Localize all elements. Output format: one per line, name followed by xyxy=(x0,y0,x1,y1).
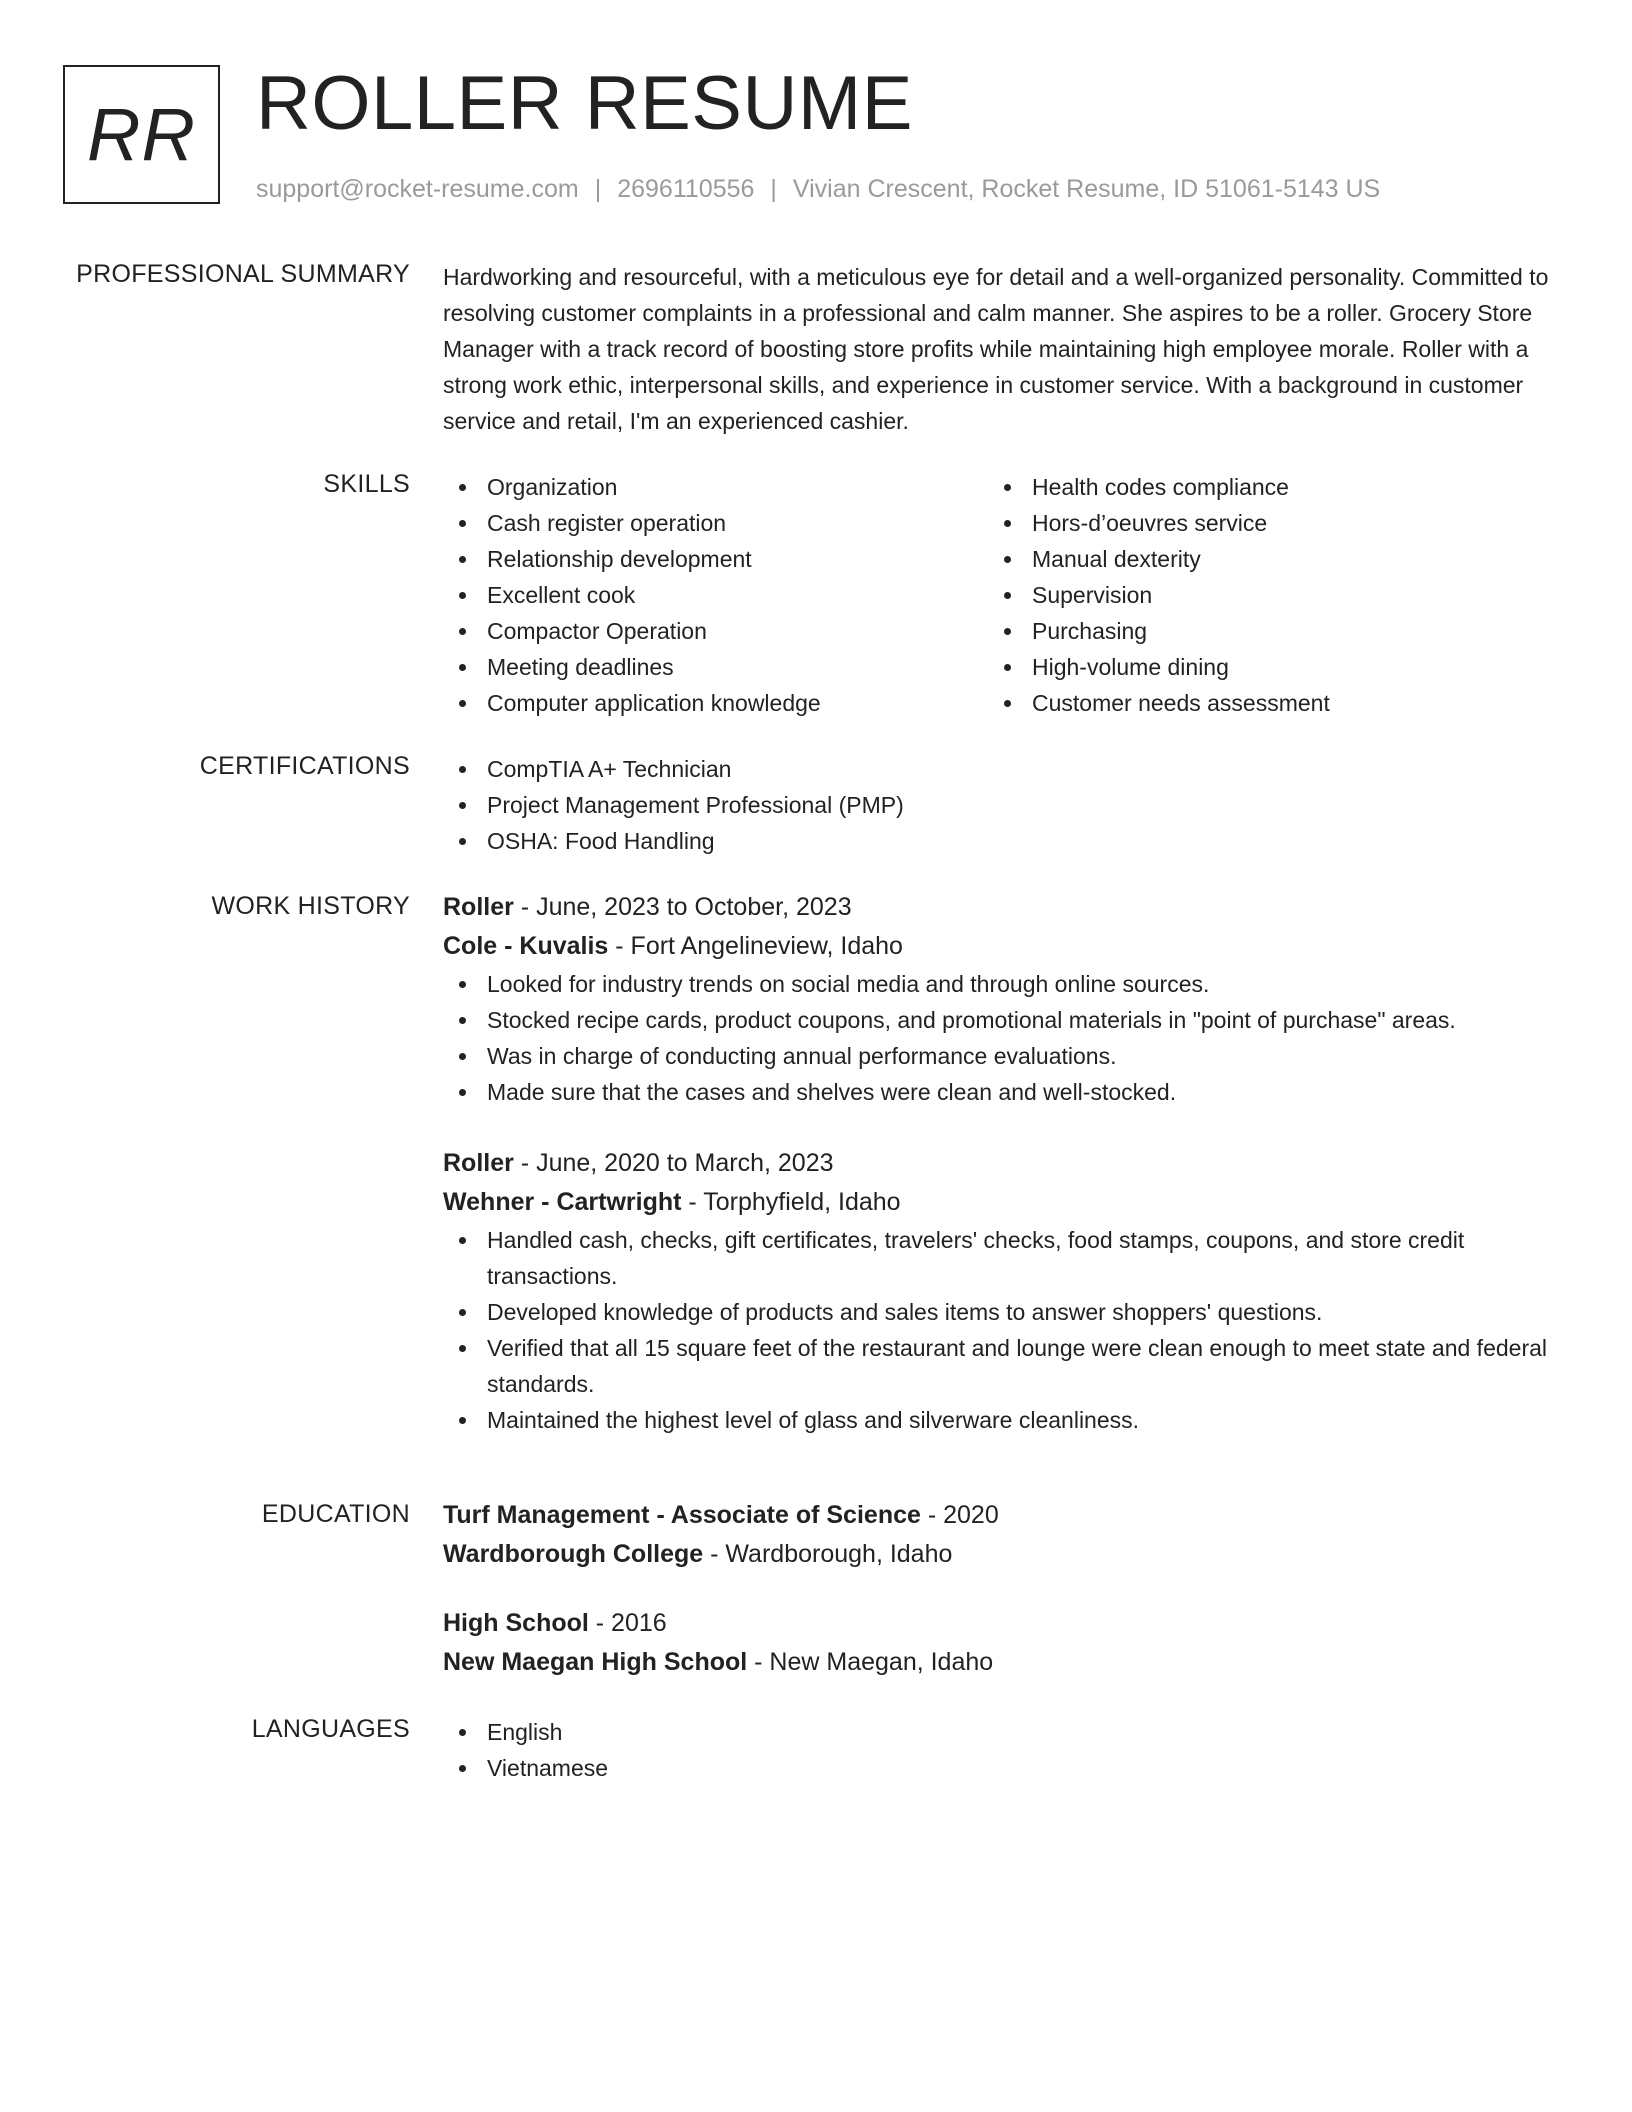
section-label: CERTIFICATIONS xyxy=(199,752,410,780)
job-bullets xyxy=(443,1222,1563,1438)
skill-item: Organization xyxy=(443,469,983,505)
skill-item: Compactor Operation xyxy=(443,613,983,649)
school-location: - New Maegan, Idaho xyxy=(747,1648,994,1676)
education-entry xyxy=(443,1496,1563,1574)
job-bullet: Maintained the highest level of glass and silverware cleanliness. xyxy=(443,1402,1563,1438)
certifications-list xyxy=(443,751,1563,859)
separator: | xyxy=(594,175,602,203)
degree-year: - 2020 xyxy=(920,1501,999,1529)
skill-item: Computer application knowledge xyxy=(443,685,983,721)
skill-item: Customer needs assessment xyxy=(988,685,1528,721)
skill-item: Relationship development xyxy=(443,541,983,577)
job-dates: - June, 2020 to March, 2023 xyxy=(513,1149,834,1177)
education-entry xyxy=(443,1604,1563,1682)
school: New Maegan High School xyxy=(443,1648,748,1676)
resume-header xyxy=(63,61,1563,214)
certification-item: Project Management Professional (PMP) xyxy=(443,787,1563,823)
school-line xyxy=(443,1535,1563,1574)
skill-item: High-volume dining xyxy=(988,649,1528,685)
job-entry xyxy=(443,1144,1563,1438)
job-bullet: Stocked recipe cards, product coupons, and promotional materials in "point of purchase" areas. xyxy=(443,1002,1563,1038)
section-label: LANGUAGES xyxy=(251,1715,410,1743)
skills-list-left xyxy=(443,469,983,721)
job-dates: - June, 2023 to October, 2023 xyxy=(513,893,852,921)
job-title: Roller xyxy=(443,1149,514,1177)
language-item: English xyxy=(443,1714,1563,1750)
skill-item: Purchasing xyxy=(988,613,1528,649)
candidate-name: ROLLER RESUME xyxy=(256,61,913,146)
contact-line xyxy=(256,174,1380,204)
certification-item: CompTIA A+ Technician xyxy=(443,751,1563,787)
school-location: - Wardborough, Idaho xyxy=(703,1540,953,1568)
job-bullet: Verified that all 15 square feet of the restaurant and lounge were clean enough to meet state and federal standards. xyxy=(443,1330,1563,1402)
contact-email: support@rocket-resume.com xyxy=(256,175,579,203)
job-company: Wehner - Cartwright xyxy=(443,1188,682,1216)
school-line xyxy=(443,1643,1563,1682)
job-title-line xyxy=(443,888,1563,927)
job-company: Cole - Kuvalis xyxy=(443,932,609,960)
skill-item: Excellent cook xyxy=(443,577,983,613)
section-label: SKILLS xyxy=(323,470,410,498)
job-bullet: Was in charge of conducting annual performance evaluations. xyxy=(443,1038,1563,1074)
job-company-line xyxy=(443,927,1563,966)
skill-item: Health codes compliance xyxy=(988,469,1528,505)
job-company-line xyxy=(443,1183,1563,1222)
section-body xyxy=(443,1496,1563,1682)
contact-phone: 2696110556 xyxy=(617,175,755,203)
job-title: Roller xyxy=(443,893,514,921)
skill-item: Hors-d’oeuvres service xyxy=(988,505,1528,541)
school: Wardborough College xyxy=(443,1540,704,1568)
monogram: RR xyxy=(63,65,220,204)
degree: Turf Management - Associate of Science xyxy=(443,1501,921,1529)
section-label: WORK HISTORY xyxy=(211,892,410,920)
job-entry xyxy=(443,888,1563,1110)
degree-line xyxy=(443,1604,1563,1643)
job-location: - Fort Angelineview, Idaho xyxy=(608,932,903,960)
separator: | xyxy=(770,175,777,203)
languages-list xyxy=(443,1714,1563,1786)
skill-item: Cash register operation xyxy=(443,505,983,541)
section-body xyxy=(443,1714,1563,1786)
degree: High School xyxy=(443,1609,589,1637)
degree-line xyxy=(443,1496,1563,1535)
skills-list-right xyxy=(988,469,1528,721)
degree-year: - 2016 xyxy=(588,1609,667,1637)
job-bullet: Handled cash, checks, gift certificates, travelers' checks, food stamps, coupons, and store credit transactions. xyxy=(443,1222,1563,1294)
job-title-line xyxy=(443,1144,1563,1183)
job-bullets xyxy=(443,966,1563,1110)
section-body xyxy=(443,751,1563,859)
summary-text: Hardworking and resourceful, with a meticulous eye for detail and a well-organized personality. Committed to resolving customer complaints in a professional and calm manner. She aspires to be a roller. Grocery Store Manager with a track record of boosting store profits while maintaining high employee morale. Roller with a strong work ethic, interpersonal skills, and experience in customer service. With a background in customer service and retail, I'm an experienced cashier. xyxy=(443,264,1549,434)
job-location: - Torphyfield, Idaho xyxy=(681,1188,901,1216)
contact-address: Vivian Crescent, Rocket Resume, ID 51061-5143 US xyxy=(792,175,1381,203)
job-bullet: Looked for industry trends on social media and through online sources. xyxy=(443,966,1563,1002)
skill-item: Meeting deadlines xyxy=(443,649,983,685)
certification-item: OSHA: Food Handling xyxy=(443,823,1563,859)
section-body xyxy=(443,259,1563,439)
job-bullet: Developed knowledge of products and sales items to answer shoppers' questions. xyxy=(443,1294,1563,1330)
section-body xyxy=(443,888,1563,1438)
skill-item: Manual dexterity xyxy=(988,541,1528,577)
language-item: Vietnamese xyxy=(443,1750,1563,1786)
section-label: EDUCATION xyxy=(261,1500,410,1528)
section-label: PROFESSIONAL SUMMARY xyxy=(76,260,410,288)
skill-item: Supervision xyxy=(988,577,1528,613)
job-bullet: Made sure that the cases and shelves were clean and well-stocked. xyxy=(443,1074,1563,1110)
